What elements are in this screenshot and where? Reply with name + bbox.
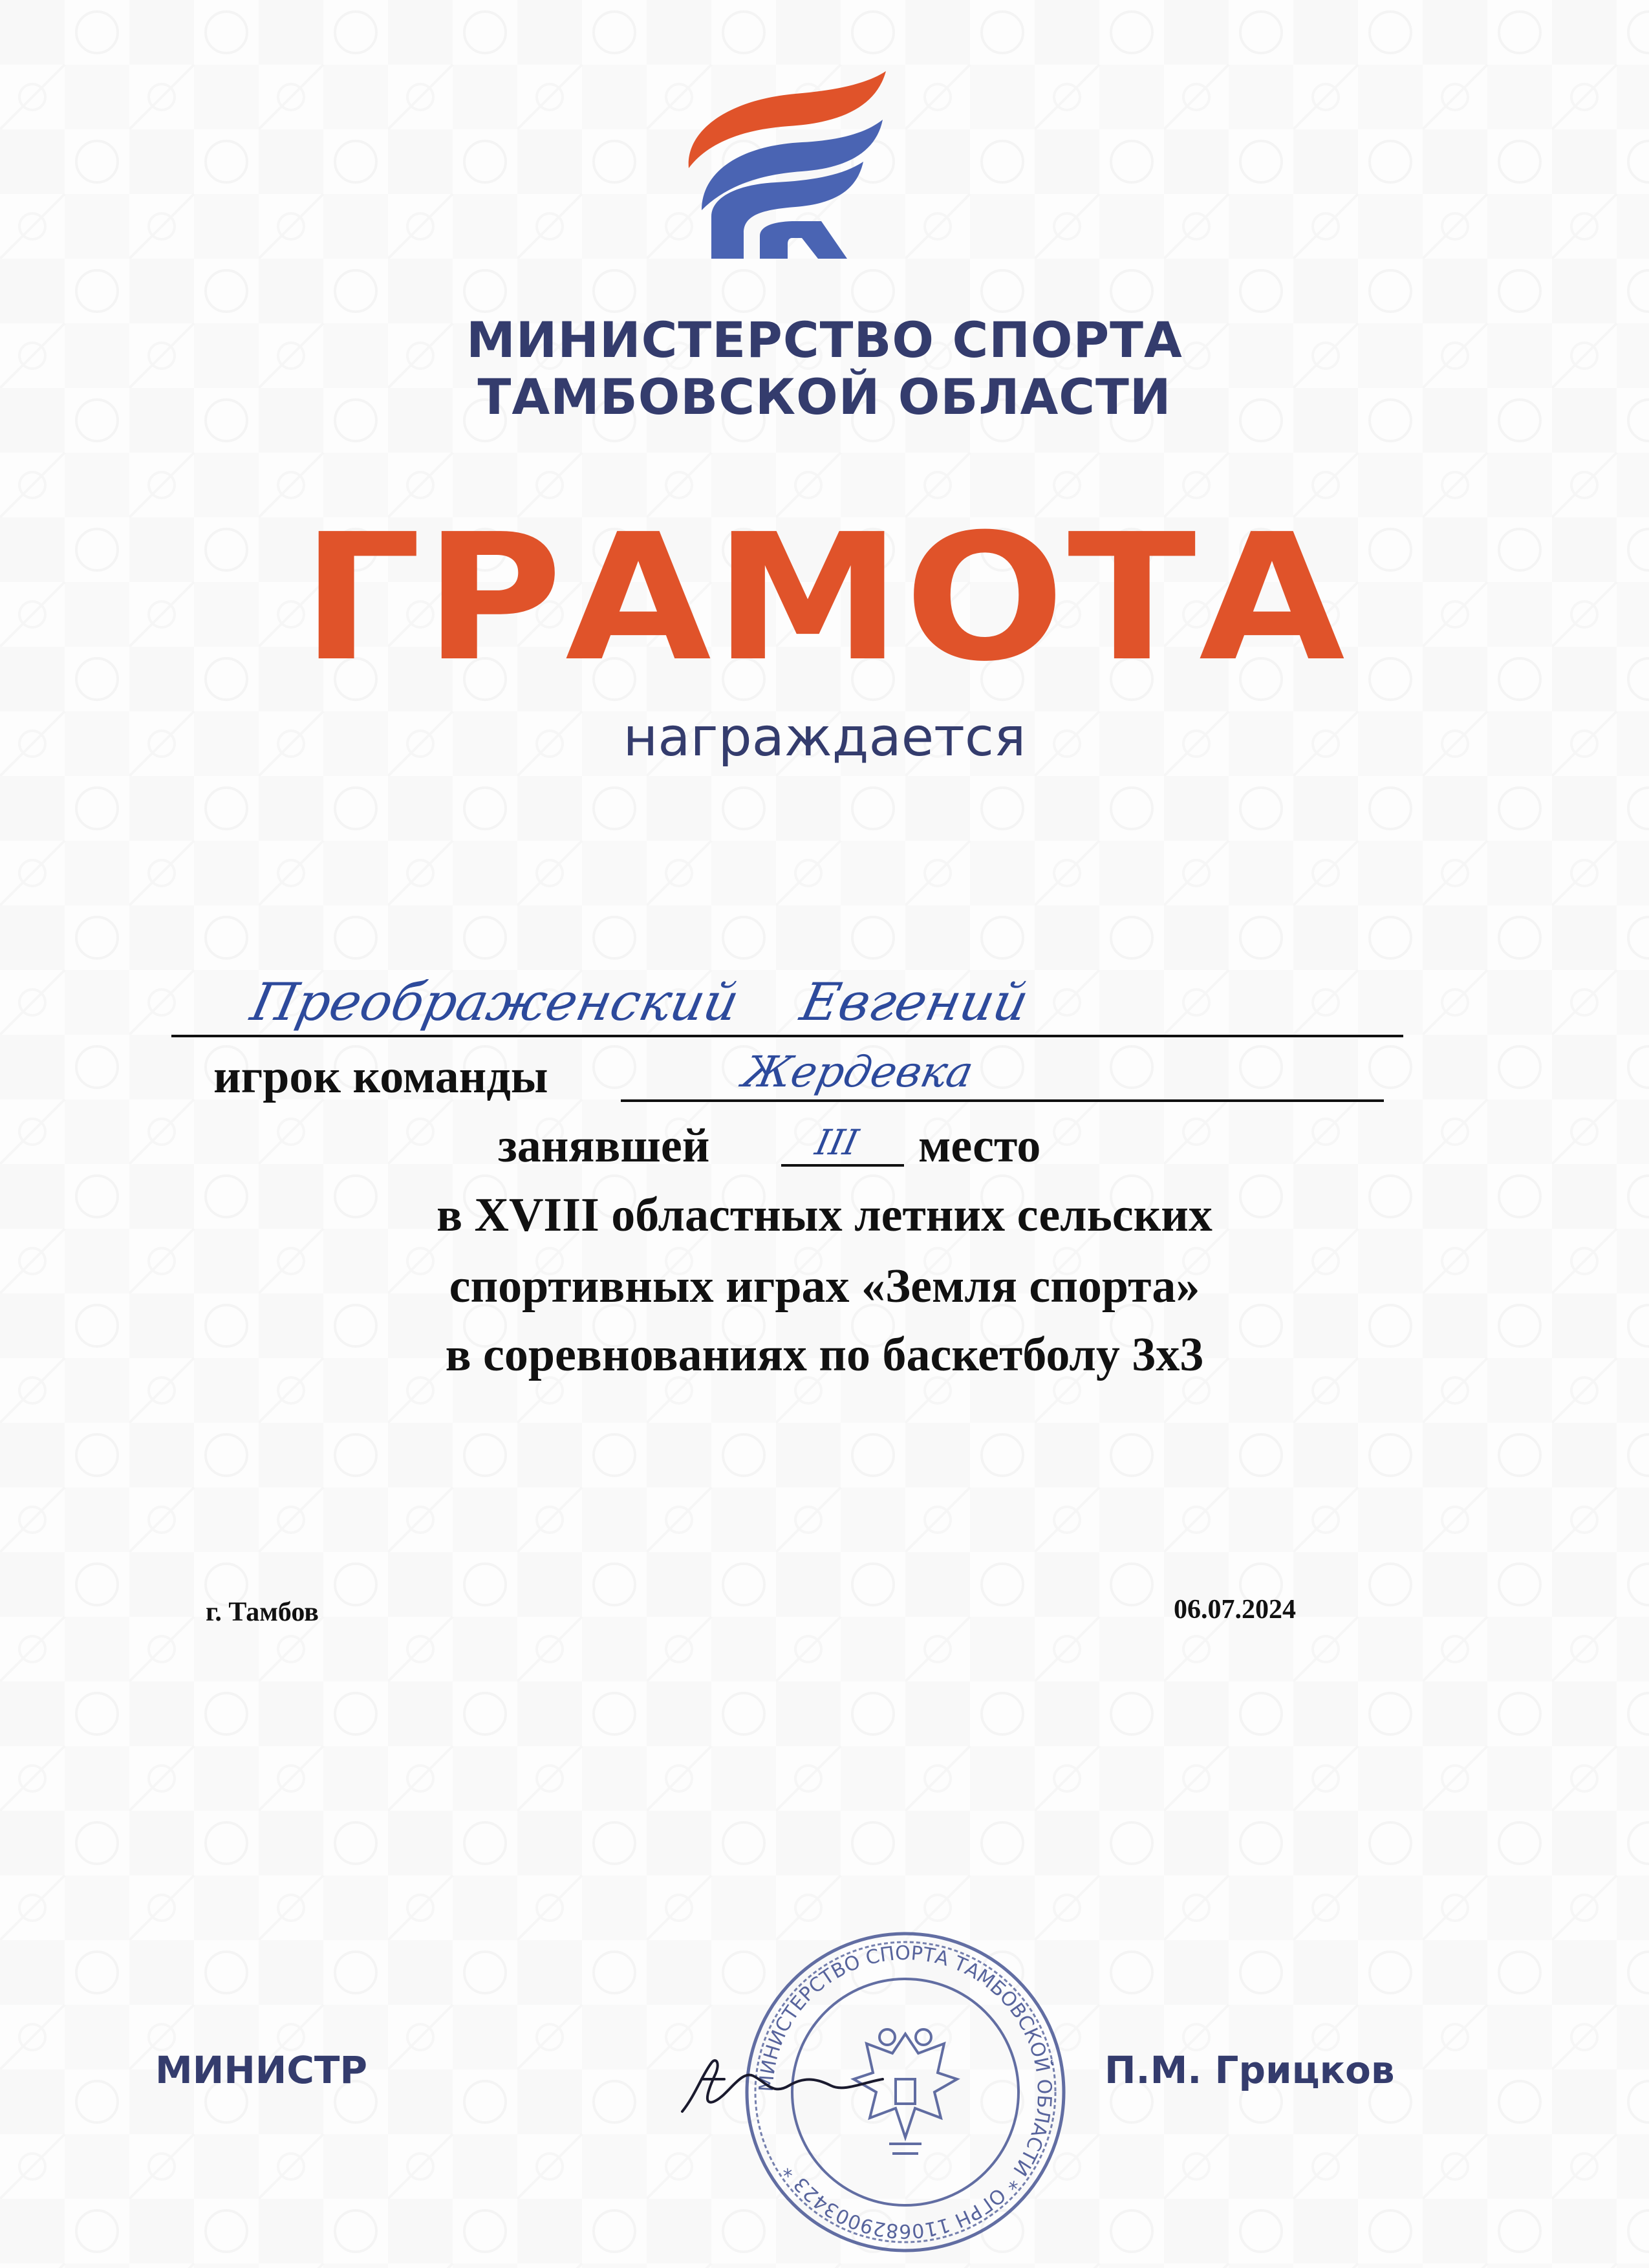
stamp-text: МИНИСТЕРСТВО СПОРТА ТАМБОВСКОЙ ОБЛАСТИ * ОГРН 1106829003423 * [755,1941,1056,2243]
team-label: игрок команды [213,1050,548,1103]
ministry-name-line2: ТАМБОВСКОЙ ОБЛАСТИ [477,368,1172,426]
signatory-name: П.М. Грицков [1105,2048,1395,2092]
place-suffix: место [918,1119,1041,1172]
awarded-subtitle: награждается [623,707,1026,768]
competition-line3: в соревнованиях по баскетболу 3х3 [445,1328,1204,1381]
recipient-underline [171,1035,1403,1037]
ministry-name-line1: МИНИСТЕРСТВО СПОРТА [466,311,1183,369]
recipient-first-name: Евгений [795,972,1034,1032]
place-underline [781,1164,904,1167]
city: г. Тамбов [206,1597,319,1627]
certificate-title: ГРАМОТА [301,496,1348,700]
place-number: III [812,1122,862,1163]
place-prefix: занявшей [498,1119,710,1172]
minister-label: МИНИСТР [155,2048,367,2092]
competition-line1: в XVIII областных летних сельских [436,1189,1212,1242]
recipient-last-name: Преображенский [246,972,744,1032]
signature [676,2050,889,2121]
date: 06.07.2024 [1174,1595,1296,1625]
team-name: Жердевка [738,1047,978,1097]
ministry-logo [673,71,892,285]
team-underline [621,1099,1384,1102]
competition-line2: спортивных играх «Земля спорта» [449,1260,1200,1313]
